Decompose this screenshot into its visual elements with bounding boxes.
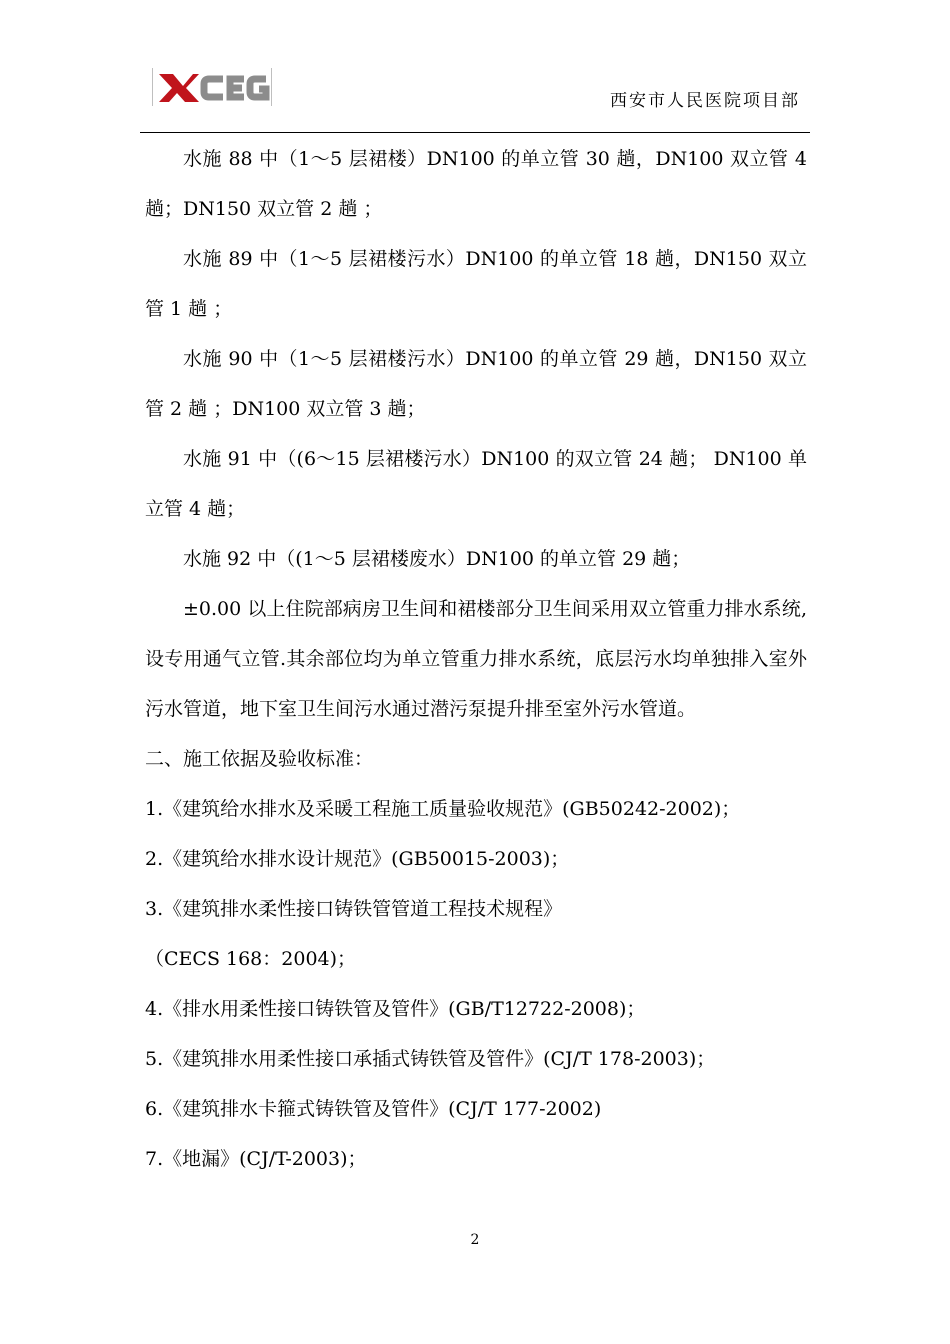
standard-item-3: 3.《建筑排水柔性接口铸铁管管道工程技术规程》 <box>145 898 563 920</box>
standard-item-3-code: （CECS 168：2004)； <box>145 948 357 970</box>
standard-item-6: 6.《建筑排水卡箍式铸铁管及管件》(CJ/T 177-2002) <box>145 1098 602 1120</box>
standard-item-7: 7.《地漏》(CJ/T-2003)； <box>145 1148 367 1170</box>
page-header <box>140 58 810 133</box>
paragraph-5: 水施 92 中（(1～5 层裙楼废水）DN100 的单立管 29 趟； <box>183 548 691 570</box>
paragraph-6: ±0.00 以上住院部病房卫生间和裙楼部分卫生间采用双立管重力排水系统,设专用通气立管.其余部位均为单立管重力排水系统，底层污水均单独排入室外污水管道，地下室卫生间污水通过潜污泵提升排至室外污水管道。 <box>145 598 807 720</box>
paragraph-3: 水施 90 中（1～5 层裙楼污水）DN100 的单立管 29 趟，DN150 双立管 2 趟 ；DN100 双立管 3 趟； <box>145 348 807 420</box>
ceg-logo-icon <box>153 68 271 106</box>
standard-item-2: 2.《建筑给水排水设计规范》(GB50015-2003)； <box>145 848 570 870</box>
org-name: 西安市人民医院项目部 <box>610 91 800 111</box>
section-title: 二、施工依据及验收标准： <box>145 748 374 770</box>
standard-item-4: 4.《排水用柔性接口铸铁管及管件》(GB/T12722-2008)； <box>145 998 646 1020</box>
paragraph-1: 水施 88 中（1～5 层裙楼）DN100 的单立管 30 趟，DN100 双立管 4 趟；DN150 双立管 2 趟 ； <box>145 148 807 220</box>
standard-item-5: 5.《建筑排水用柔性接口承插式铸铁管及管件》(CJ/T 178-2003)； <box>145 1048 716 1070</box>
paragraph-4: 水施 91 中（(6～15 层裙楼污水）DN100 的双立管 24 趟； DN100 单立管 4 趟； <box>145 448 807 520</box>
ceg-logo <box>152 68 272 106</box>
paragraph-2: 水施 89 中（1～5 层裙楼污水）DN100 的单立管 18 趟，DN150 双立管 1 趟 ； <box>145 248 807 320</box>
page-number: 2 <box>470 1232 480 1248</box>
standard-item-1: 1.《建筑给水排水及采暖工程施工质量验收规范》(GB50242-2002)； <box>145 798 741 820</box>
document-body <box>145 134 807 1184</box>
